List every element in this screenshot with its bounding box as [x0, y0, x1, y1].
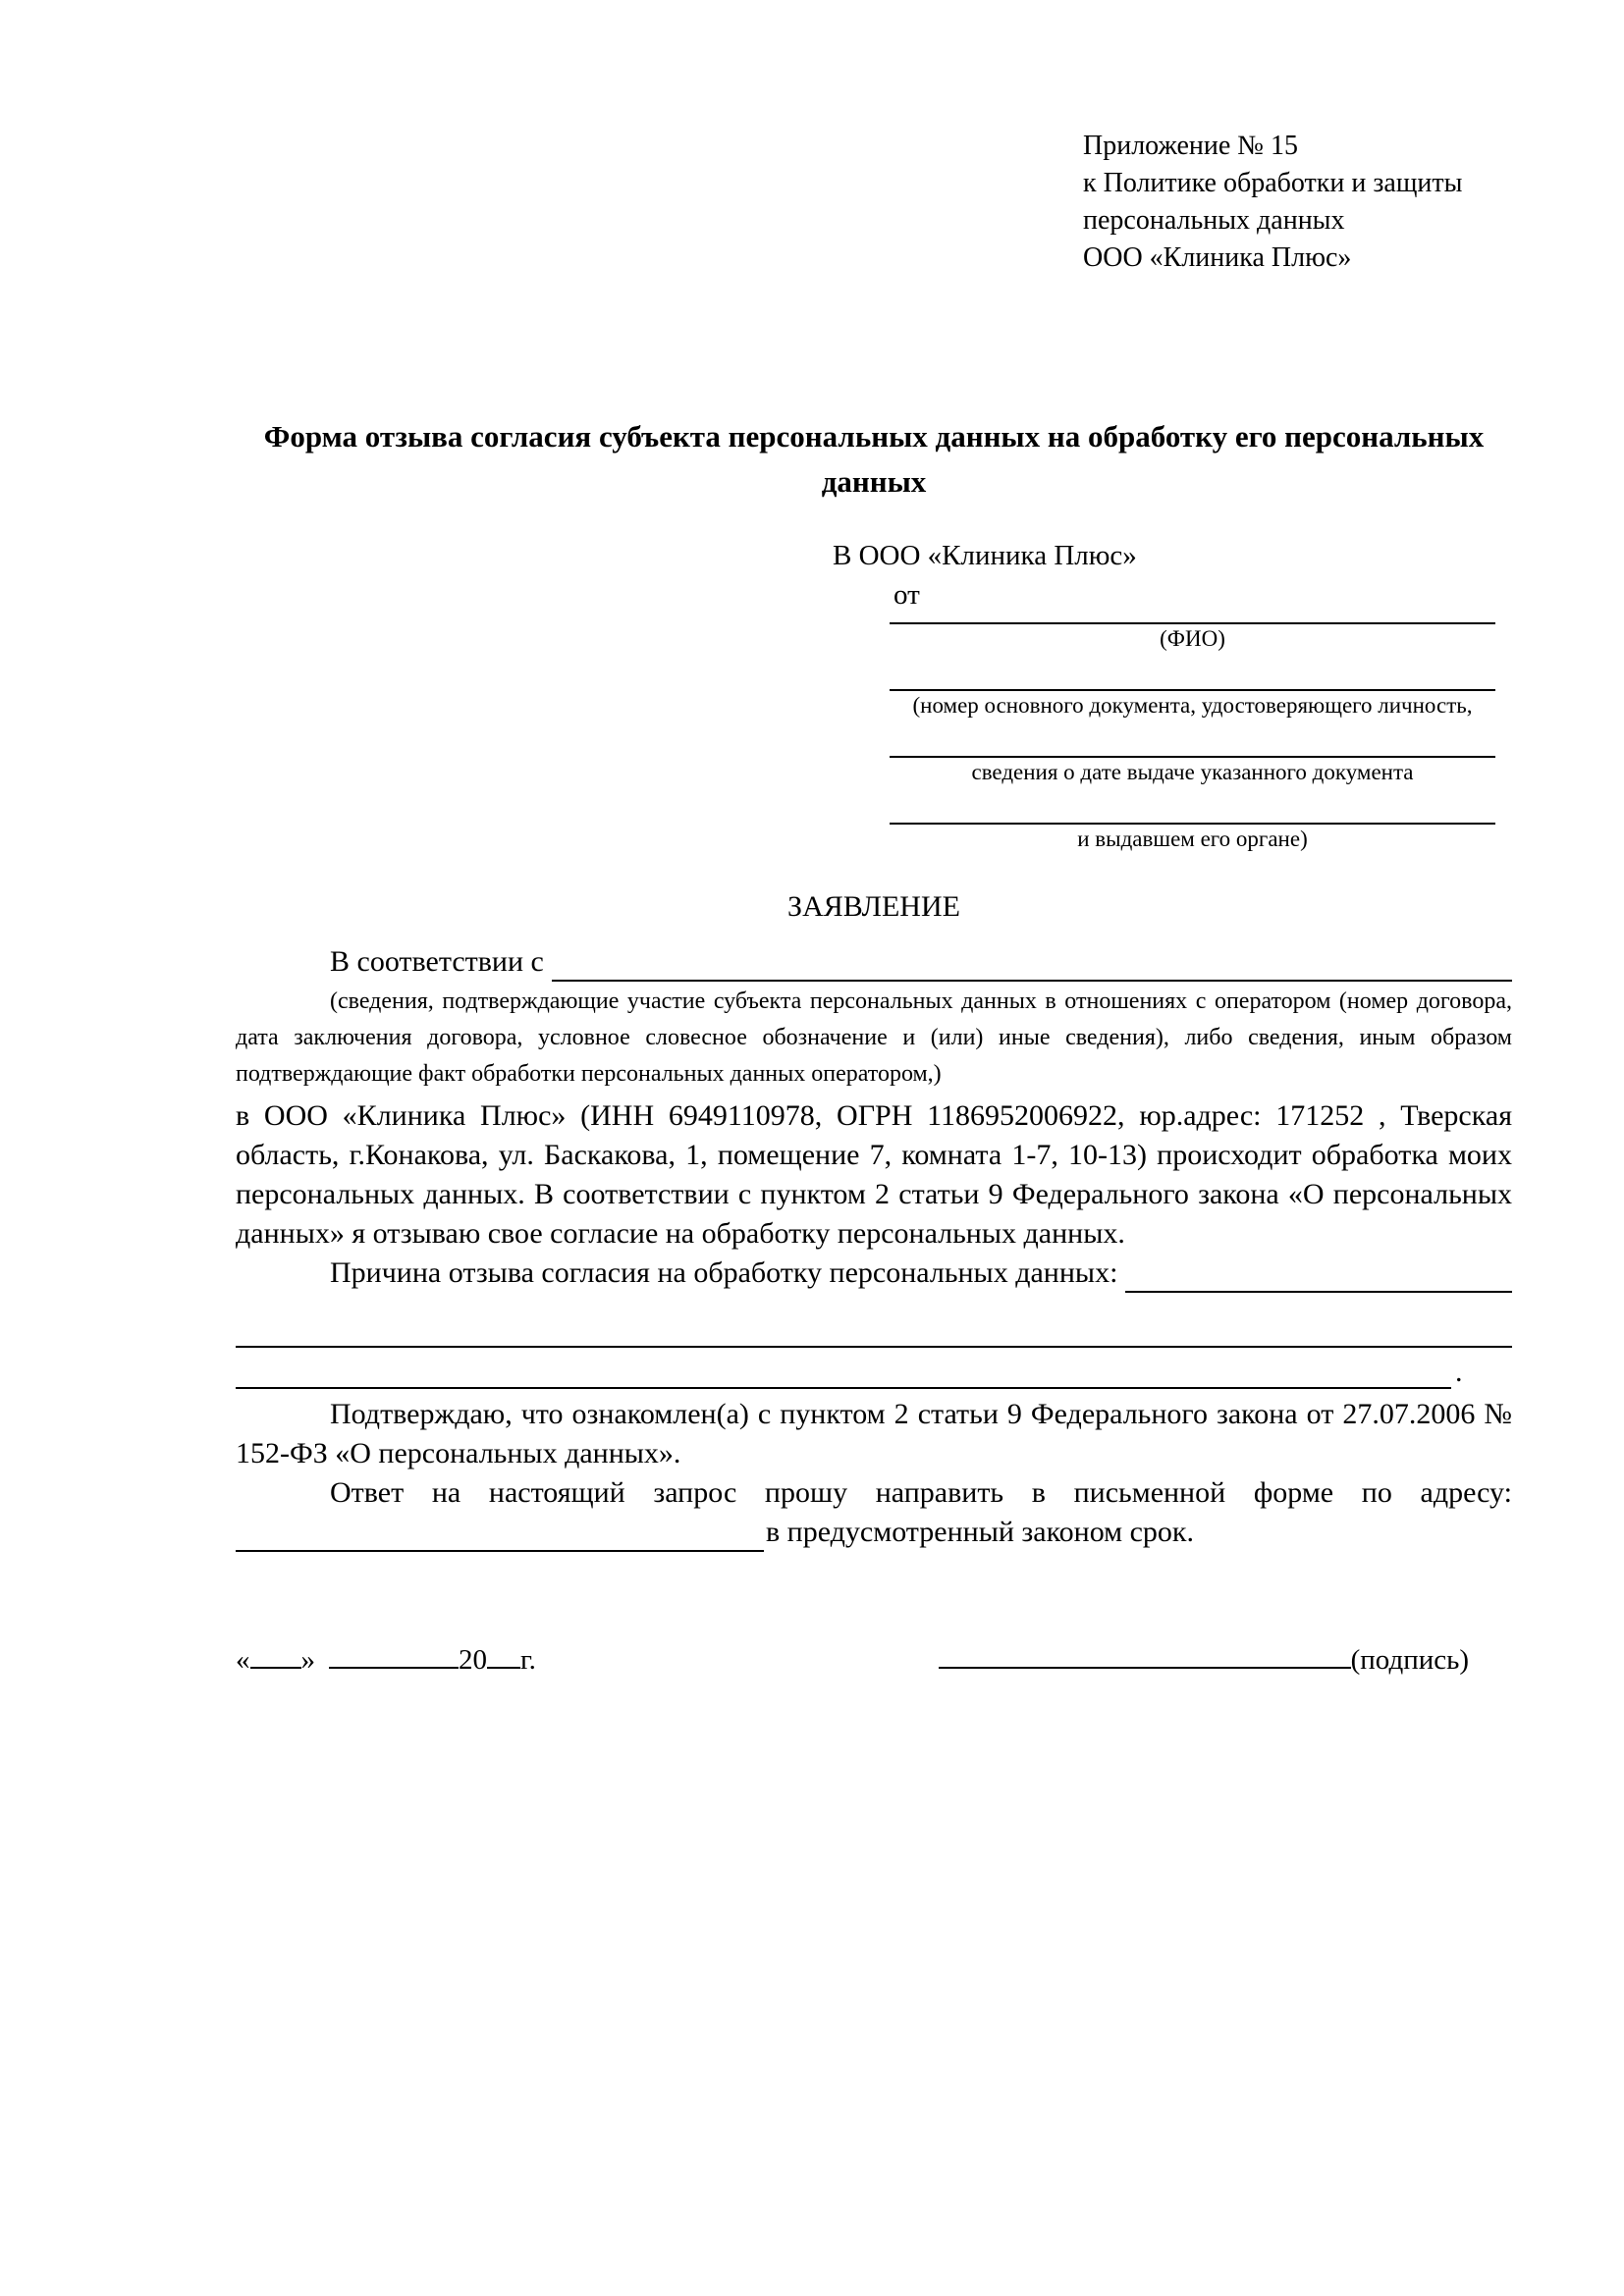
- issue-date-blank-line: [890, 721, 1495, 758]
- field-issue-date: [890, 721, 1495, 787]
- field-fio: [890, 614, 1495, 654]
- issue-date-label: сведения о дате выдаче указанного документа: [971, 760, 1414, 784]
- processing-note: (сведения, подтверждающие участие субъекта персональных данных в отношениях с оператором (номер договора, дата заключения договора, условное словесное обозначение и (или) иные сведения), либо сведения, иным образом подтверждающие факт обработки персональных данных оператором,): [236, 988, 1512, 1087]
- reply-address-blank-line: [236, 1517, 764, 1552]
- fio-blank-line: [890, 614, 1495, 624]
- appendix-line-1: Приложение № 15: [1083, 131, 1298, 161]
- year-blank-line: [487, 1667, 520, 1669]
- field-document-number: [890, 654, 1495, 721]
- issuing-authority-label: и выдавшем его органе): [1077, 827, 1308, 851]
- intro-label: В соответствии с: [330, 945, 544, 978]
- intro-row: [236, 942, 1512, 982]
- field-issuing-authority: [890, 787, 1495, 854]
- blank-line-period: .: [1455, 1356, 1463, 1388]
- recipient-fields: [890, 614, 1495, 854]
- recipient-block: [833, 536, 1512, 854]
- year-suffix: г.: [520, 1644, 536, 1676]
- month-blank-line: [329, 1667, 459, 1669]
- reason-blank-line-2: [236, 1293, 1512, 1348]
- date-close-quote: »: [300, 1644, 315, 1676]
- document-title: Форма отзыва согласия субъекта персональных данных на обработку его персональных данных: [263, 419, 1485, 499]
- recipient-to: В ООО «Клиника Плюс»: [833, 540, 1137, 571]
- statement-heading: ЗАЯВЛЕНИЕ: [787, 890, 960, 923]
- issuing-authority-blank-line: [890, 787, 1495, 825]
- reply-paragraph: Ответ на настоящий запрос прошу направить в письменной форме по адресу:: [330, 1476, 1512, 1509]
- appendix-line-2: к Политике обработки и защиты: [1083, 168, 1463, 198]
- statement-body: в ООО «Клиника Плюс» (ИНН 6949110978, ОГРН 1186952006922, юр.адрес: 171252 , Тверская область, г.Конакова, ул. Баскакова, 1, помещение 7, комната 1-7, 10-13) происходит обработка моих персональных данных. В соответствии с пунктом 2 статьи 9 Федерального закона «О персональных данных» я отзываю свое согласие на обработку персональных данных.: [236, 1099, 1512, 1250]
- date-field: [236, 1640, 536, 1680]
- reason-label: Причина отзыва согласия на обработку персональных данных:: [330, 1256, 1118, 1289]
- date-open-quote: «: [236, 1644, 250, 1676]
- signature-field: [939, 1640, 1469, 1680]
- reply-suffix-label: в предусмотренный законом срок.: [766, 1516, 1194, 1548]
- signature-label: (подпись): [1350, 1644, 1469, 1676]
- recipient-from-label: от: [893, 579, 920, 611]
- signature-row: [236, 1640, 1512, 1680]
- reply-address-row: [236, 1513, 1512, 1552]
- reason-blank-row-3: [236, 1348, 1512, 1389]
- appendix-line-3: персональных данных: [1083, 205, 1345, 236]
- signature-blank-line: [939, 1667, 1351, 1669]
- reason-blank-line-3: [236, 1348, 1451, 1389]
- reason-blank-line-1: [1125, 1257, 1512, 1293]
- fio-label: (ФИО): [1160, 626, 1225, 651]
- appendix-line-4: ООО «Клиника Плюс»: [1083, 242, 1352, 273]
- confirmation-paragraph: Подтверждаю, что ознакомлен(а) с пунктом 2 статьи 9 Федерального закона от 27.07.2006 № 152-ФЗ «О персональных данных».: [236, 1398, 1512, 1469]
- year-prefix: 20: [459, 1644, 487, 1676]
- appendix-block: [1083, 128, 1512, 277]
- document-number-label: (номер основного документа, удостоверяющего личность,: [912, 693, 1473, 718]
- day-blank-line: [250, 1667, 301, 1669]
- document-number-blank-line: [890, 654, 1495, 691]
- reason-row: [236, 1254, 1512, 1293]
- intro-blank-line: [552, 946, 1512, 982]
